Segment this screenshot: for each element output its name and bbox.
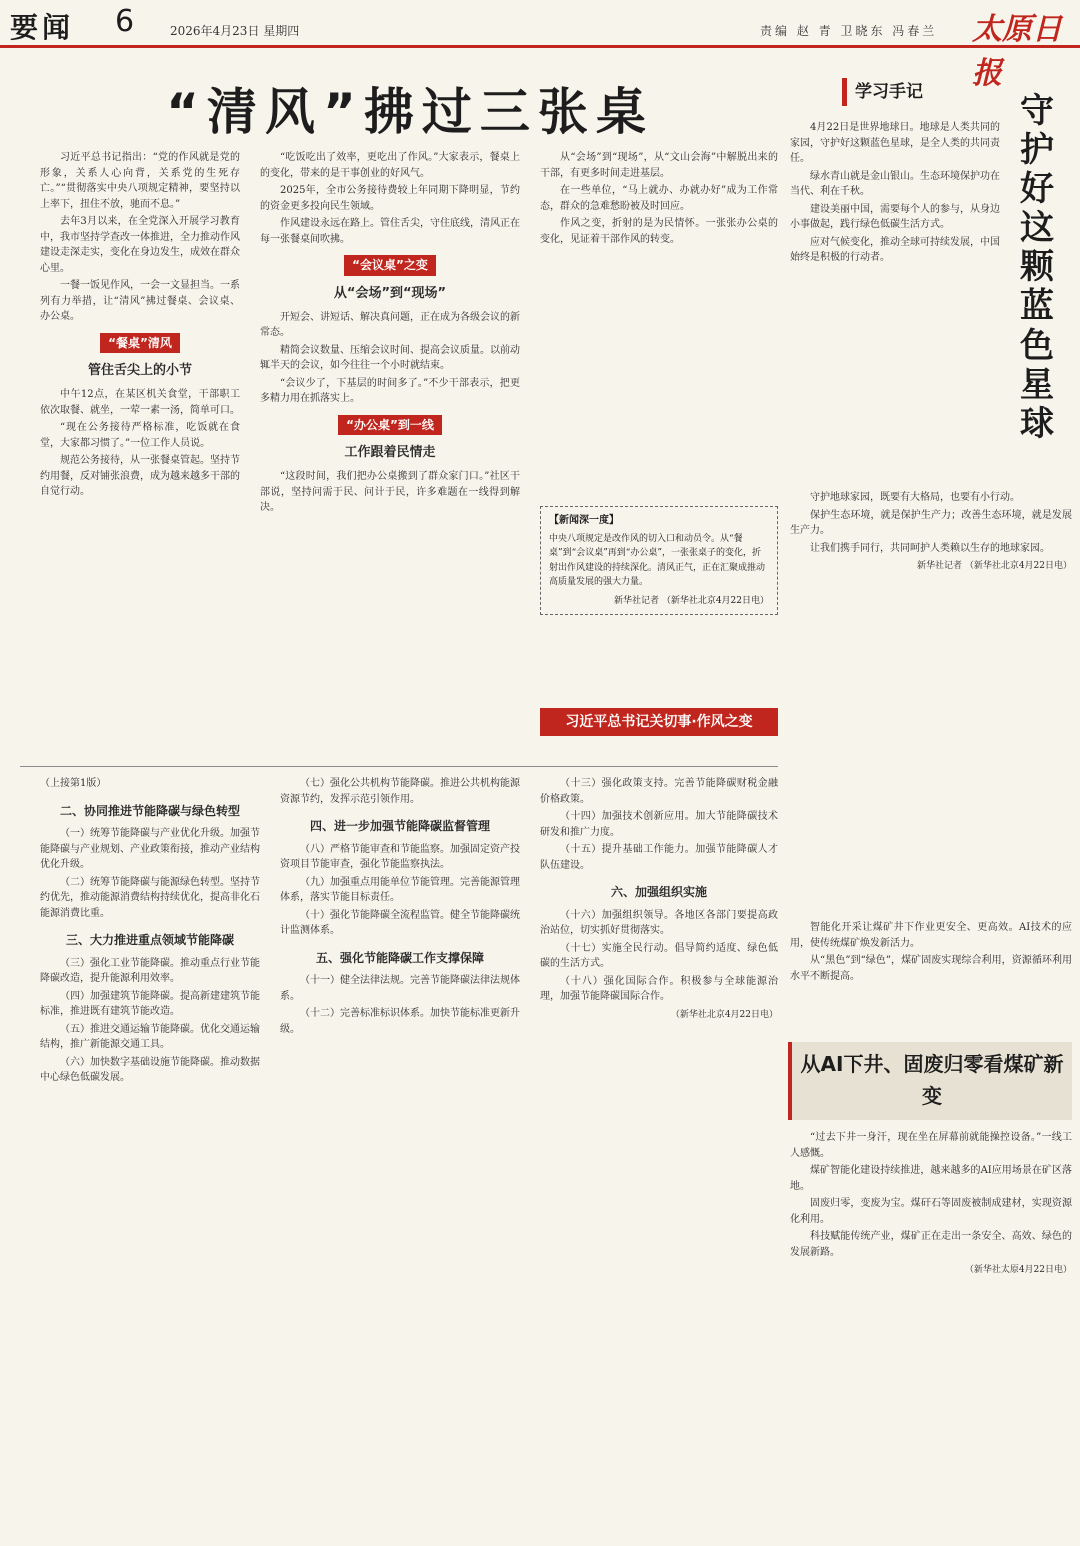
lead-column-1 [40,150,240,630]
lower-column-1 [40,776,260,1536]
paragraph: （十五）提升基础工作能力。加强节能降碳人才队伍建设。 [540,844,778,871]
section-heading-5: 五、强化节能降碳工作支撑保障 [315,950,484,965]
paragraph: （一）统筹节能降碳与产业优化升级。加强节能降碳与产业规划、产业政策衔接，推动产业结构优化升级。 [40,828,260,871]
section-heading-6: 六、加强组织实施 [610,885,707,899]
subheading-dining: 管住舌尖上的小节 [87,363,192,379]
paragraph: （二）统筹节能降碳与能源绿色转型。坚持节约优先，推动能源消费结构持续优化，提高非化石能源消费比重。 [40,876,260,919]
section-tag-meeting: “会议桌”之变 [344,255,436,276]
paragraph: “会议少了，下基层的时间多了。”不少干部表示，把更多精力用在抓落实上。 [260,377,520,405]
paragraph: （四）加强建筑节能降碳。提高新建建筑节能标准，推进既有建筑节能改造。 [40,990,260,1018]
column-banner: 习近平总书记关切事·作风之变 [540,708,778,736]
section-name: 要闻 [10,11,75,44]
paragraph: （九）加强重点用能单位节能管理。完善能源管理体系，落实节能目标责任。 [280,876,520,904]
ai-story-byline: （新华社太原4月22日电） [964,1265,1072,1275]
paragraph: 精简会议数量、压缩会议时间、提高会议质量。以前动辄半天的会议，如今往往一个小时就结束。 [260,344,520,372]
paragraph: 去年3月以来，在全党深入开展学习教育中，我市坚持学查改一体推进，全力推动作风建设走深走实，变化在身边发生，成效在群众心里。 [40,216,240,274]
paragraph: （七）强化公共机构节能降碳。推进公共机构能源资源节约，发挥示范引领作用。 [280,778,520,805]
side-column-b [790,490,1072,910]
paragraph: （三）强化工业节能降碳。推动重点行业节能降碳改造，提升能源利用效率。 [40,957,260,985]
paragraph: 科技赋能传统产业，煤矿正在走出一条安全、高效、绿色的发展新路。 [790,1231,1072,1258]
paragraph: 规范公务接待，从一张餐桌管起。坚持节约用餐，反对铺张浪费，成为越来越多干部的自觉行动。 [40,455,240,498]
issue-date: 2026年4月23日 星期四 [170,24,300,38]
paragraph: （十六）加强组织领导。各地区各部门要提高政治站位，切实抓好贯彻落实。 [540,909,778,937]
paragraph: （八）严格节能审查和节能监察。加强固定资产投资项目节能审查，强化节能监察执法。 [280,843,520,871]
ai-story-intro [790,920,1072,1035]
paragraph: （十四）加强技术创新应用。加大节能降碳技术研发和推广力度。 [540,811,778,838]
paragraph: （六）加快数字基础设施节能降碳。推动数据中心绿色低碳发展。 [40,1056,260,1084]
paragraph: 绿水青山就是金山银山。生态环境保护功在当代、利在千秋。 [790,170,1000,197]
section-heading-2: 二、协同推进节能降碳与绿色转型 [59,803,240,818]
paragraph: 从“会场”到“现场”，从“文山会海”中解脱出来的干部，有更多时间走进基层。 [540,152,778,179]
lead-byline: 新华社记者 （新华社北京4月22日电） [613,595,769,606]
section-tag-dining: “餐桌”清风 [100,333,180,354]
section-heading-4: 四、进一步加强节能降碳监督管理 [309,819,490,833]
paragraph: （十八）强化国际合作。积极参与全球能源治理，加强节能降碳国际合作。 [540,975,778,1003]
paragraph: 习近平总书记指出：“党的作风就是党的形象，关系人心向背，关系党的生死存亡。”“贯彻落实中央八项规定精神，要坚持以上率下，扭住不放，驰而不息。” [40,152,240,210]
paragraph: （十三）强化政策支持。完善节能降碳财税金融价格政策。 [540,778,778,805]
paragraph: 煤矿智能化建设持续推进，越来越多的AI应用场景在矿区落地。 [790,1165,1072,1192]
paragraph: 开短会、讲短话、解决真问题，正在成为各级会议的新常态。 [260,311,520,339]
lead-headline: “清风”拂过三张桌 [166,83,654,141]
lower-column-3 [540,776,778,1536]
paragraph: 保护生态环境，就是保护生产力；改善生态环境，就是发展生产力。 [790,509,1072,536]
paragraph: 守护地球家园，既要有大格局，也要有小行动。 [810,492,1020,503]
paragraph: 4月22日是世界地球日。地球是人类共同的家园，守护好这颗蓝色星球，是全人类的共同责任。 [790,122,1000,164]
news-depth-box [540,506,778,615]
newspaper-logo: 太原日报 [972,12,1062,91]
page-masthead [0,0,1080,91]
section-heading-3: 三、大力推进重点领域节能降碳 [65,933,234,948]
paragraph: （五）推进交通运输节能降碳。优化交通运输结构，推广新能源交通工具。 [40,1023,260,1051]
editors-line: 责编 赵 青 卫晓东 冯春兰 [760,24,938,38]
paragraph: 作风之变，折射的是为民情怀。一张张办公桌的变化，见证着干部作风的转变。 [540,218,778,245]
paragraph: （十二）完善标准标识体系。加快节能标准更新升级。 [280,1008,520,1035]
paragraph: 让我们携手同行，共同呵护人类赖以生存的地球家园。 [810,542,1050,554]
lead-column-3 [540,150,778,500]
section-tag-office: “办公桌”到一线 [338,415,442,436]
note-body: 中央八项规定是改作风的切入口和动员令。从“餐桌”到“会议桌”再到“办公桌”，一张张桌子的变化，折射出作风建设的持续深化。清风正气，正在汇聚成推动高质量发展的强大力量。 [549,534,766,588]
continued-note: （上接第1版） [40,778,107,789]
ai-story-body [790,1130,1072,1530]
paragraph: “吃饭吃出了效率，更吃出了作风。”大家表示，餐桌上的变化，带来的是干事创业的好风气。 [260,152,520,179]
paragraph: （十一）健全法律法规。完善节能降碳法律法规体系。 [280,975,520,1002]
paragraph: 作风建设永远在路上。管住舌尖，守住底线，清风正在每一张餐桌间吹拂。 [260,218,520,245]
paragraph: “现在公务接待严格标准，吃饭就在食堂，大家都习惯了。”一位工作人员说。 [40,422,240,449]
side-headline: 守护好这颗蓝色星球 [1020,91,1054,444]
section-divider [20,766,778,767]
lower-byline: （新华社北京4月22日电） [670,1009,778,1020]
paragraph: 建设美丽中国，需要每个人的参与，从身边小事做起，践行绿色低碳生活方式。 [790,203,1000,230]
side-column-heading: 学习手记 [842,78,962,106]
note-title: 【新闻深一度】 [549,515,619,526]
subheading-meeting: 从“会场”到“现场” [333,285,447,301]
paragraph: 智能化开采让煤矿井下作业更安全、更高效。AI技术的应用，使传统煤矿焕发新活力。 [790,922,1072,949]
page-number: 6 [115,4,135,39]
paragraph: （十）强化节能降碳全流程监管。健全节能降碳统计监测体系。 [280,909,520,937]
subheading-office: 工作跟着民情走 [344,445,436,461]
paragraph: （十七）实施全民行动。倡导简约适度、绿色低碳的生活方式。 [540,942,778,970]
paragraph: “过去下井一身汗，现在坐在屏幕前就能操控设备。”一线工人感慨。 [790,1132,1072,1159]
ai-story-headline: 从AI下井、固废归零看煤矿新变 [788,1042,1072,1120]
paragraph: 2025年，全市公务接待费较上年同期下降明显，节约的资金更多投向民生领域。 [260,185,520,212]
side-byline: 新华社记者 （新华社北京4月22日电） [916,561,1072,571]
paragraph: 一餐一饭见作风，一会一文显担当。一系列有力举措，让“清风”拂过餐桌、会议桌、办公桌。 [40,280,240,322]
paragraph: 应对气候变化，推动全球可持续发展，中国始终是积极的行动者。 [790,236,1000,263]
paragraph: 从“黑色”到“绿色”，煤矿固废实现综合利用，资源循环利用水平不断提高。 [790,955,1072,982]
paragraph: 在一些单位，“马上就办、办就办好”成为工作常态，群众的急难愁盼被及时回应。 [540,185,778,212]
paragraph: 固废归零，变废为宝。煤矸石等固废被制成建材，实现资源化利用。 [790,1198,1072,1225]
lower-column-2 [280,776,520,1536]
side-column-a [790,120,1000,480]
lead-column-2 [260,150,520,750]
paragraph: “这段时间，我们把办公桌搬到了群众家门口。”社区干部说，坚持问需于民、问计于民，许多难题在一线得到解决。 [260,471,520,514]
paragraph: 中午12点，在某区机关食堂，干部职工依次取餐、就坐，一荤一素一汤，简单可口。 [40,389,240,416]
